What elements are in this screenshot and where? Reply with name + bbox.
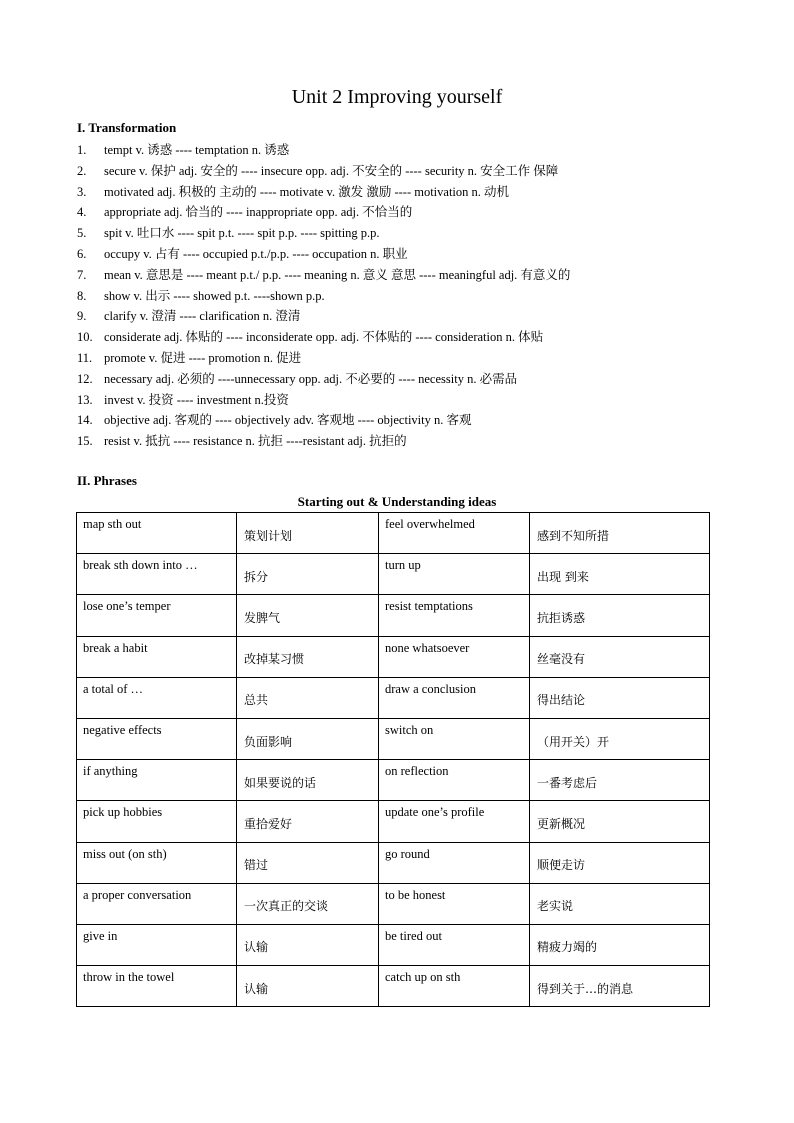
phrase-english: negative effects	[77, 718, 237, 759]
phrase-english: turn up	[379, 554, 530, 595]
table-row	[77, 883, 710, 924]
phrase-chinese: 出现 到来	[530, 554, 710, 595]
item-text: motivated adj. 积极的 主动的 ---- motivate v. 激发 激励 ---- motivation n. 动机	[104, 184, 510, 199]
table-row	[77, 801, 710, 842]
item-text: show v. 出示 ---- showed p.t. ----shown p.p.	[104, 288, 325, 303]
phrase-chinese: 一番考虑后	[530, 760, 710, 801]
phrase-chinese: 得到关于…的消息	[530, 966, 710, 1007]
phrase-chinese: 精疲力竭的	[530, 924, 710, 965]
phrase-english: a proper conversation	[77, 883, 237, 924]
table-row	[77, 554, 710, 595]
phrase-chinese: 发脾气	[237, 595, 379, 636]
item-number: 12.	[77, 371, 93, 386]
list-item	[77, 369, 717, 390]
phrase-chinese: 错过	[237, 842, 379, 883]
list-item	[77, 265, 717, 286]
table-row	[77, 842, 710, 883]
phrase-english: miss out (on sth)	[77, 842, 237, 883]
phrase-chinese: 一次真正的交谈	[237, 883, 379, 924]
phrase-english: resist temptations	[379, 595, 530, 636]
table-row	[77, 718, 710, 759]
phrase-chinese: 顺便走访	[530, 842, 710, 883]
phrase-chinese: 拆分	[237, 554, 379, 595]
phrase-chinese: 总共	[237, 677, 379, 718]
item-text: tempt v. 诱惑 ---- temptation n. 诱惑	[104, 143, 290, 157]
section-heading-phrases: II. Phrases	[77, 473, 137, 488]
phrase-english: give in	[77, 924, 237, 965]
phrase-english: on reflection	[379, 760, 530, 801]
item-number: 15.	[77, 434, 93, 449]
item-text: mean v. 意思是 ---- meant p.t./ p.p. ---- meaning n. 意义 意思 ---- meaningful adj. 有意义的	[104, 267, 571, 282]
item-text: considerate adj. 体贴的 ---- inconsiderate opp. adj. 不体贴的 ---- consideration n. 体贴	[104, 330, 544, 345]
phrase-english: draw a conclusion	[379, 677, 530, 718]
phrase-english: be tired out	[379, 924, 530, 965]
list-item	[77, 286, 717, 307]
list-item	[77, 223, 717, 244]
item-number: 6.	[77, 246, 87, 261]
phrase-english: throw in the towel	[77, 966, 237, 1007]
phrase-chinese: 改掉某习惯	[237, 636, 379, 677]
section-heading-transformation: I. Transformation	[77, 120, 177, 135]
phrase-english: if anything	[77, 760, 237, 801]
phrase-english: to be honest	[379, 883, 530, 924]
item-number: 4.	[77, 205, 87, 220]
phrase-chinese: 丝毫没有	[530, 636, 710, 677]
item-number: 7.	[77, 267, 87, 282]
list-item	[77, 161, 717, 182]
item-number: 13.	[77, 392, 93, 407]
phrase-english: break sth down into …	[77, 554, 237, 595]
list-item	[77, 244, 717, 265]
item-number: 11.	[77, 350, 93, 365]
item-text: necessary adj. 必须的 ----unnecessary opp. adj. 不必要的 ---- necessity n. 必需品	[104, 371, 518, 386]
list-item	[77, 327, 717, 348]
item-number: 2.	[77, 163, 87, 178]
transformation-list	[77, 140, 717, 452]
list-item	[77, 348, 717, 369]
list-item	[77, 410, 717, 431]
phrase-chinese: 负面影响	[237, 718, 379, 759]
table-row	[77, 636, 710, 677]
phrase-english: feel overwhelmed	[379, 513, 530, 554]
phrase-chinese: 感到不知所措	[530, 513, 710, 554]
list-item	[77, 306, 717, 327]
phrase-english: break a habit	[77, 636, 237, 677]
item-text: appropriate adj. 恰当的 ---- inappropriate opp. adj. 不恰当的	[104, 205, 413, 220]
phrases-subheading: Starting out & Understanding ideas	[297, 494, 497, 509]
phrase-english: go round	[379, 842, 530, 883]
item-text: spit v. 吐口水 ---- spit p.t. ---- spit p.p. ---- spitting p.p.	[104, 226, 380, 241]
phrase-chinese: 得出结论	[530, 677, 710, 718]
item-text: secure v. 保护 adj. 安全的 ---- insecure opp. adj. 不安全的 ---- security n. 安全工作 保障	[104, 163, 559, 178]
item-number: 10.	[77, 330, 93, 345]
table-row	[77, 595, 710, 636]
item-text: resist v. 抵抗 ---- resistance n. 抗拒 ----resistant adj. 抗拒的	[104, 434, 407, 449]
item-number: 9.	[77, 309, 87, 324]
list-item	[77, 390, 717, 411]
phrase-chinese: 老实说	[530, 883, 710, 924]
phrase-chinese: 抗拒诱惑	[530, 595, 710, 636]
phrase-chinese: （用开关）开	[530, 718, 710, 759]
item-text: promote v. 促进 ---- promotion n. 促进	[104, 350, 302, 365]
page-title: Unit 2 Improving yourself	[291, 86, 503, 108]
item-number: 8.	[77, 288, 87, 303]
phrase-chinese: 更新概况	[530, 801, 710, 842]
list-item	[77, 140, 717, 161]
item-number: 14.	[77, 413, 93, 428]
phrase-english: lose one’s temper	[77, 595, 237, 636]
item-text: objective adj. 客观的 ---- objectively adv. 客观地 ---- objectivity n. 客观	[104, 413, 472, 428]
table-row	[77, 966, 710, 1007]
item-number: 5.	[77, 226, 87, 241]
table-row	[77, 924, 710, 965]
phrase-english: pick up hobbies	[77, 801, 237, 842]
item-text: occupy v. 占有 ---- occupied p.t./p.p. ---- occupation n. 职业	[104, 246, 408, 261]
item-number: 3.	[77, 184, 87, 199]
phrase-english: catch up on sth	[379, 966, 530, 1007]
phrase-english: update one’s profile	[379, 801, 530, 842]
phrase-english: switch on	[379, 718, 530, 759]
list-item	[77, 202, 717, 223]
phrase-chinese: 认输	[237, 966, 379, 1007]
phrase-english: a total of …	[77, 677, 237, 718]
item-text: invest v. 投资 ---- investment n.投资	[104, 392, 289, 407]
phrase-chinese: 策划计划	[237, 513, 379, 554]
phrase-chinese: 重拾爱好	[237, 801, 379, 842]
item-number: 1.	[77, 143, 87, 157]
phrase-chinese: 如果要说的话	[237, 760, 379, 801]
table-row	[77, 513, 710, 554]
phrase-english: none whatsoever	[379, 636, 530, 677]
list-item	[77, 182, 717, 203]
item-text: clarify v. 澄清 ---- clarification n. 澄清	[104, 309, 301, 324]
table-row	[77, 677, 710, 718]
phrase-chinese: 认输	[237, 924, 379, 965]
phrases-table	[76, 512, 710, 1007]
phrase-english: map sth out	[77, 513, 237, 554]
table-row	[77, 760, 710, 801]
list-item	[77, 431, 717, 452]
